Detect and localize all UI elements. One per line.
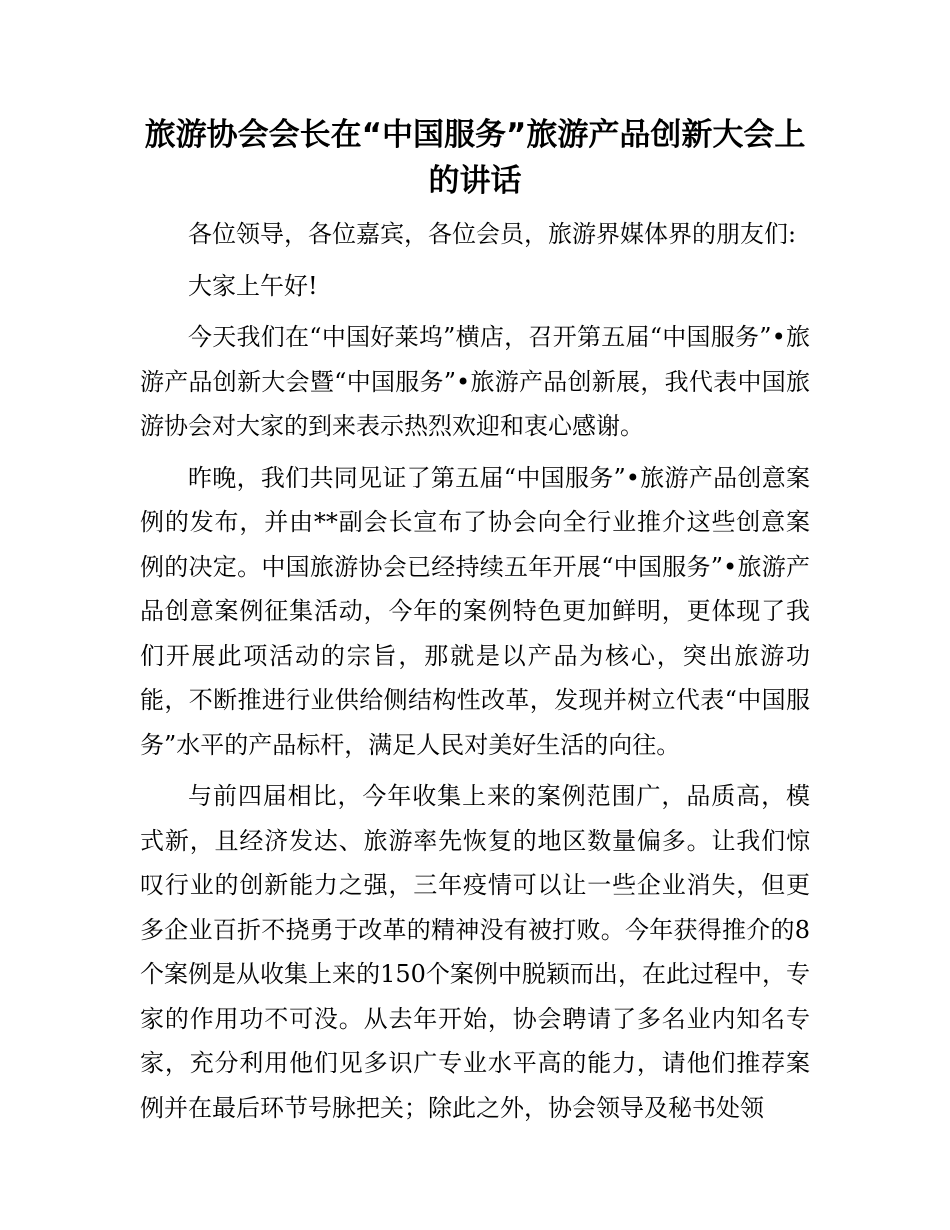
paragraph-welcome: 今天我们在“中国好莱坞”横店，召开第五届“中国服务”•旅游产品创新大会暨“中国服务”•旅游产品创新展，我代表中国旅游协会对大家的到来表示热烈欢迎和衷心感谢。 xyxy=(140,323,810,440)
paragraph-comparison: 与前四届相比，今年收集上来的案例范围广，品质高，模式新，且经济发达、旅游率先恢复的地区数量偏多。让我们惊叹行业的创新能力之强，三年疫情可以让一些企业消失，但更多企业百折不挠勇于改革的精神没有被打败。今年获得推介的8个案例是从收集上来的150个案例中脱颖而出，在此过程中，专家的作用功不可没。从去年开始，协会聘请了多名业内知名专家，充分利用他们见多识广专业水平高的能力，请他们推荐案例并在最后环节号脉把关；除此之外，协会领导及秘书处领 xyxy=(140,782,810,1122)
paragraph-good-morning: 大家上午好! xyxy=(188,271,318,300)
document-body xyxy=(140,212,810,1137)
document-title: 旅游协会会长在“中国服务”旅游产品创新大会上的讲话 xyxy=(144,117,806,199)
paragraph-cases-release: 昨晚，我们共同见证了第五届“中国服务”•旅游产品创意案例的发布，并由**副会长宣布了协会向全行业推介这些创意案例的决定。中国旅游协会已经持续五年开展“中国服务”•旅游产品创意案例征集活动，今年的案例特色更加鲜明，更体现了我们开展此项活动的宗旨，那就是以产品为核心，突出旅游功能，不断推进行业供给侧结构性改革，发现并树立代表“中国服务”水平的产品标杆，满足人民对美好生活的向往。 xyxy=(140,463,810,759)
paragraph-greeting: 各位领导，各位嘉宾，各位会员，旅游界媒体界的朋友们: xyxy=(188,220,797,248)
